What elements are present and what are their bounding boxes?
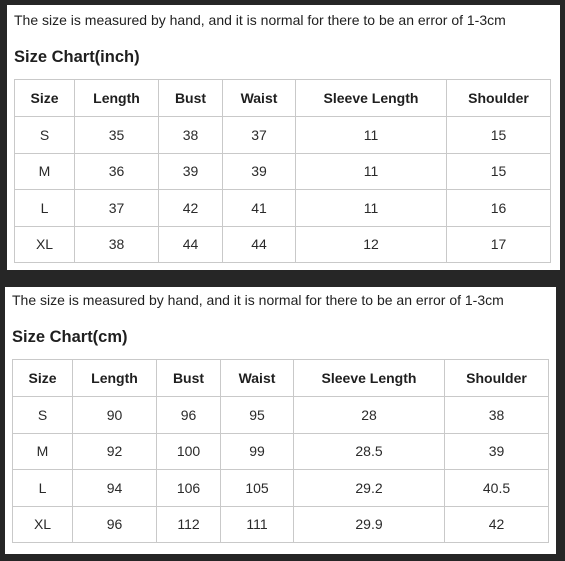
- cell-size: XL: [13, 506, 73, 543]
- size-table-cm: [12, 359, 549, 543]
- cell-shoulder: 17: [447, 226, 551, 263]
- cell-waist: 105: [221, 470, 294, 507]
- header-waist: Waist: [223, 80, 296, 117]
- table-row: [13, 506, 549, 543]
- header-length: Length: [73, 360, 157, 397]
- header-sleeve-length: Sleeve Length: [296, 80, 447, 117]
- cell-shoulder: 38: [445, 397, 549, 434]
- cell-length: 36: [75, 153, 159, 190]
- cell-shoulder: 15: [447, 117, 551, 154]
- cell-bust: 112: [157, 506, 221, 543]
- header-bust: Bust: [157, 360, 221, 397]
- size-table-inch: [14, 79, 551, 263]
- cell-length: 94: [73, 470, 157, 507]
- cell-length: 96: [73, 506, 157, 543]
- cell-sleeve-length: 11: [296, 153, 447, 190]
- table-row: [15, 117, 551, 154]
- cell-bust: 39: [159, 153, 223, 190]
- cell-waist: 39: [223, 153, 296, 190]
- cell-size: M: [15, 153, 75, 190]
- cell-bust: 38: [159, 117, 223, 154]
- header-length: Length: [75, 80, 159, 117]
- cell-shoulder: 42: [445, 506, 549, 543]
- size-chart-title: Size Chart(inch): [14, 48, 140, 66]
- cell-length: 35: [75, 117, 159, 154]
- cell-waist: 111: [221, 506, 294, 543]
- header-size: Size: [13, 360, 73, 397]
- size-chart-cm-panel: [5, 287, 556, 554]
- cell-shoulder: 15: [447, 153, 551, 190]
- table-row: [13, 397, 549, 434]
- cell-size: L: [13, 470, 73, 507]
- table-header-row: [15, 80, 551, 117]
- size-chart-inch-panel: [7, 5, 560, 270]
- cell-size: S: [15, 117, 75, 154]
- table-row: [15, 190, 551, 227]
- cell-sleeve-length: 29.2: [294, 470, 445, 507]
- cell-sleeve-length: 11: [296, 117, 447, 154]
- header-sleeve-length: Sleeve Length: [294, 360, 445, 397]
- cell-sleeve-length: 28: [294, 397, 445, 434]
- table-row: [13, 470, 549, 507]
- size-chart-title: Size Chart(cm): [12, 328, 128, 346]
- cell-waist: 41: [223, 190, 296, 227]
- measurement-note: The size is measured by hand, and it is normal for there to be an error of 1-3cm: [14, 12, 506, 28]
- cell-waist: 44: [223, 226, 296, 263]
- cell-bust: 100: [157, 433, 221, 470]
- cell-length: 90: [73, 397, 157, 434]
- table-row: [15, 226, 551, 263]
- cell-shoulder: 40.5: [445, 470, 549, 507]
- cell-waist: 99: [221, 433, 294, 470]
- cell-length: 38: [75, 226, 159, 263]
- table-header-row: [13, 360, 549, 397]
- cell-sleeve-length: 29.9: [294, 506, 445, 543]
- cell-size: S: [13, 397, 73, 434]
- cell-size: L: [15, 190, 75, 227]
- table-row: [15, 153, 551, 190]
- cell-bust: 42: [159, 190, 223, 227]
- cell-length: 37: [75, 190, 159, 227]
- cell-waist: 95: [221, 397, 294, 434]
- cell-bust: 44: [159, 226, 223, 263]
- cell-length: 92: [73, 433, 157, 470]
- table-row: [13, 433, 549, 470]
- cell-bust: 96: [157, 397, 221, 434]
- cell-shoulder: 16: [447, 190, 551, 227]
- cell-shoulder: 39: [445, 433, 549, 470]
- cell-sleeve-length: 12: [296, 226, 447, 263]
- cell-bust: 106: [157, 470, 221, 507]
- cell-size: M: [13, 433, 73, 470]
- header-waist: Waist: [221, 360, 294, 397]
- header-shoulder: Shoulder: [445, 360, 549, 397]
- measurement-note: The size is measured by hand, and it is normal for there to be an error of 1-3cm: [12, 292, 504, 308]
- cell-sleeve-length: 11: [296, 190, 447, 227]
- header-shoulder: Shoulder: [447, 80, 551, 117]
- header-size: Size: [15, 80, 75, 117]
- cell-sleeve-length: 28.5: [294, 433, 445, 470]
- header-bust: Bust: [159, 80, 223, 117]
- cell-waist: 37: [223, 117, 296, 154]
- cell-size: XL: [15, 226, 75, 263]
